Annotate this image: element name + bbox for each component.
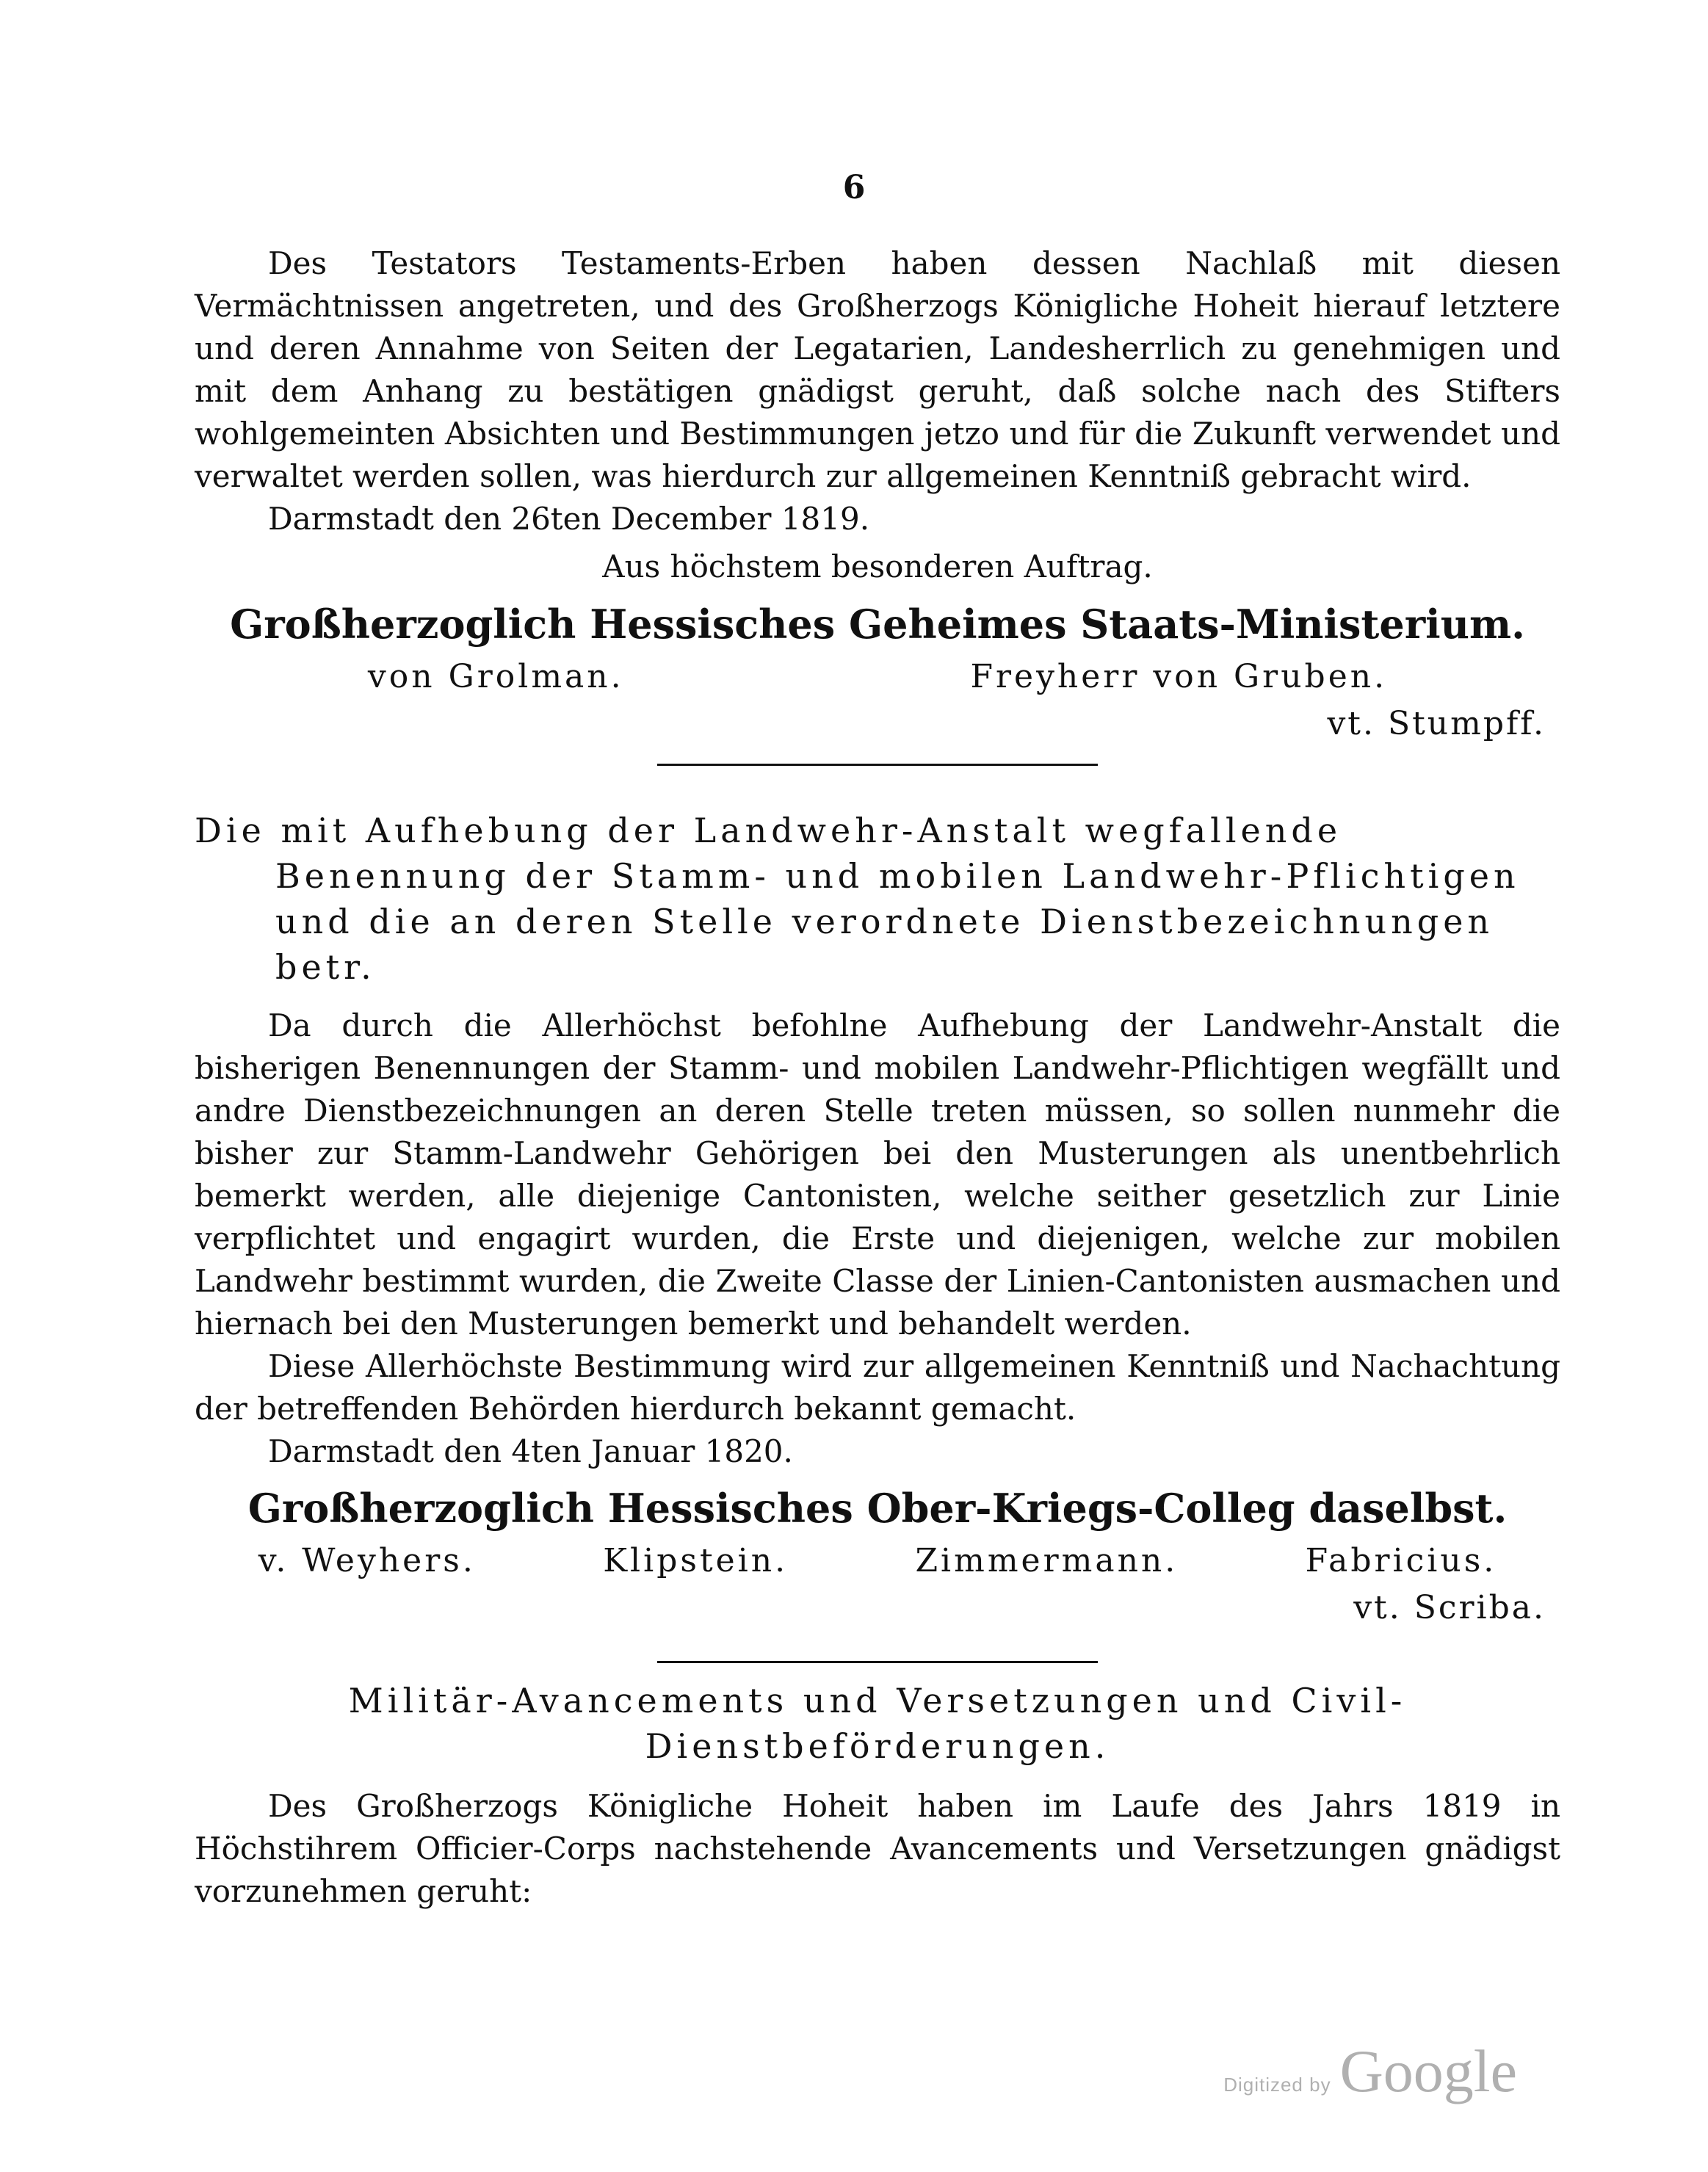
landwehr-heading: Die mit Aufhebung der Landwehr-Anstalt wegfallende Benennung der Stamm- und mobilen Landwehr-Pflichtigen und die an deren Stelle verordnete Dienstbezeichnungen betr. xyxy=(195,811,1520,987)
section-avancements xyxy=(195,1678,1560,1913)
landwehr-paragraph: Da durch die Allerhöchst befohlne Aufhebung der Landwehr-Anstalt die bisherigen Benennungen der Stamm- und mobilen Landwehr-Pflichtigen wegfällt und andre Dienstbezeichnungen an deren Stelle treten müssen, so sollen nunmehr die bisher zur Stamm-Landwehr Gehörigen bei den Musterungen als unentbehrlich bemerkt werden, alle diejenige Cantonisten, welche seither gesetzlich zur Linie verpflichtet und engagirt wurden, die Erste und diejenigen, welche zur mobilen Landwehr bestimmt wurden, die Zweite Classe der Linien-Cantonisten ausmachen und hiernach bei den Musterungen bemerkt und behandelt werden. xyxy=(195,1007,1560,1342)
ministry-authority: Großherzoglich Hessisches Geheimes Staats-Ministerium. xyxy=(230,601,1525,648)
watermark-digitized-text: Digitized by xyxy=(1223,2074,1331,2096)
signature-grolman: von Grolman. xyxy=(367,658,624,695)
avancements-paragraph: Des Großherzogs Königliche Hoheit haben im Laufe des Jahrs 1819 in Höchstihrem Officier-Corps nachstehende Avancements und Versetzungen gnädigst vorzunehmen geruht: xyxy=(195,1788,1560,1909)
kriegs-colleg-countersign: vt. Scriba. xyxy=(1353,1589,1546,1626)
testament-dateline: Darmstadt den 26ten December 1819. xyxy=(268,501,870,537)
landwehr-notice-paragraph: Diese Allerhöchste Bestimmung wird zur allgemeinen Kenntniß und Nachachtung der betreffenden Behörden hierdurch bekannt gemacht. xyxy=(195,1348,1560,1427)
kriegs-colleg-authority: Großherzoglich Hessisches Ober-Kriegs-Colleg daselbst. xyxy=(247,1485,1508,1532)
page-number: 6 xyxy=(842,169,866,206)
divider-rule xyxy=(657,764,1098,766)
google-watermark xyxy=(1223,2037,1517,2106)
section-landwehr xyxy=(195,808,1560,1663)
ministry-countersign: vt. Stumpff. xyxy=(1327,705,1546,742)
signature-weyhers: v. Weyhers. xyxy=(258,1542,476,1579)
kriegs-colleg-signatures xyxy=(195,1538,1560,1585)
ministry-signatures xyxy=(195,654,1560,701)
mandate-line: Aus höchstem besonderen Auftrag. xyxy=(602,549,1153,584)
signature-klipstein: Klipstein. xyxy=(603,1542,789,1579)
landwehr-dateline: Darmstadt den 4ten Januar 1820. xyxy=(268,1433,793,1469)
testament-paragraph: Des Testators Testaments-Erben haben dessen Nachlaß mit diesen Vermächtnissen angetreten, und des Großherzogs Königliche Hoheit hierauf letztere und deren Annahme von Seiten der Legatarien, Landesherrlich zu genehmigen und mit dem Anhang zu bestätigen gnädigst geruht, daß solche nach des Stifters wohlgemeinten Absichten und Bestimmungen jetzo und für die Zukunft verwendet und verwaltet werden sollen, was hierdurch zur allgemeinen Kenntniß gebracht wird. xyxy=(195,245,1560,494)
signature-gruben: Freyherr von Gruben. xyxy=(970,658,1388,695)
avancements-heading: Militär-Avancements und Versetzungen und Civil-Dienstbeförderungen. xyxy=(348,1681,1407,1766)
signature-zimmermann: Zimmermann. xyxy=(915,1542,1179,1579)
section-testament xyxy=(195,242,1560,766)
watermark-google-logo: Google xyxy=(1339,2038,1517,2104)
signature-fabricius: Fabricius. xyxy=(1305,1542,1497,1579)
divider-rule xyxy=(657,1661,1098,1663)
